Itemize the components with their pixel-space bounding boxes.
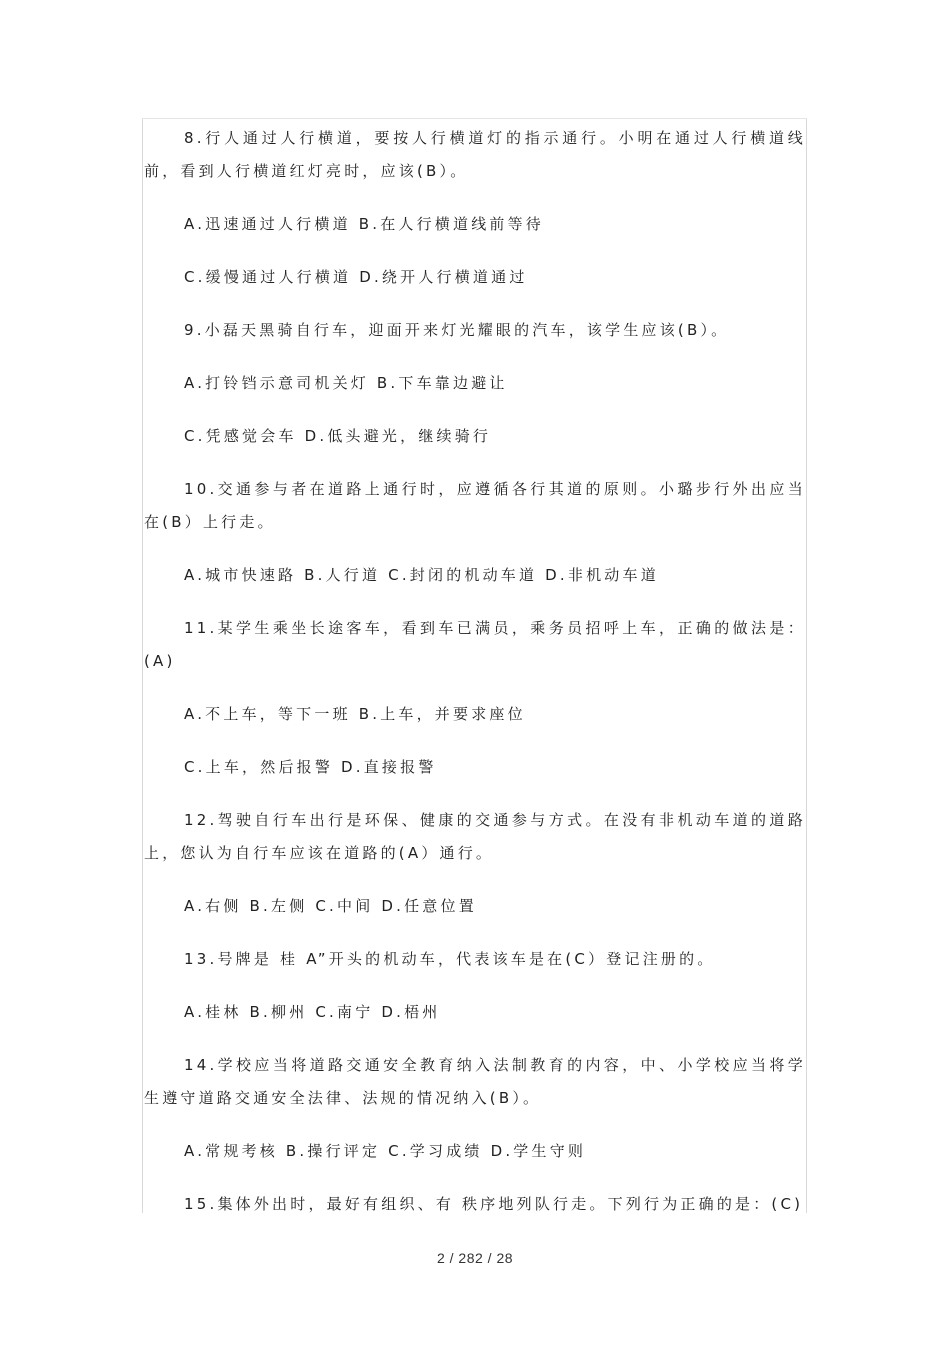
question-10-options: A.城市快速路 B.人行道 C.封闭的机动车道 D.非机动车道 (184, 566, 659, 584)
question-10: 10.交通参与者在道路上通行时，应遵循各行其道的原则。小璐步行外出应当在(B）上行走。 (144, 480, 806, 531)
question-8-options-ab: A.迅速通过人行横道 B.在人行横道线前等待 (184, 215, 544, 233)
question-9: 9.小磊天黑骑自行车，迎面开来灯光耀眼的汽车，该学生应该(B）。 (184, 321, 730, 339)
question-11: 11.某学生乘坐长途客车，看到车已满员，乘务员招呼上车，正确的做法是：(A) (144, 619, 806, 670)
question-9-options-ab: A.打铃铛示意司机关灯 B.下车靠边避让 (184, 374, 508, 392)
question-11-options-ab: A.不上车，等下一班 B.上车，并要求座位 (184, 705, 526, 723)
question-8: 8.行人通过人行横道，要按人行横道灯的指示通行。小明在通过人行横道线前，看到人行横道红灯亮时，应该(B）。 (144, 129, 806, 180)
page-number: 2 / 282 / 28 (436, 1250, 514, 1266)
document-body (144, 122, 806, 1241)
question-13-options: A.桂林 B.柳州 C.南宁 D.梧州 (184, 1003, 441, 1021)
question-15: 15.集体外出时，最好有组织、有 秩序地列队行走。下列行为正确的是：(C) (184, 1195, 804, 1213)
question-9-options-cd: C.凭感觉会车 D.低头避光，继续骑行 (184, 427, 492, 445)
question-14: 14.学校应当将道路交通安全教育纳入法制教育的内容，中、小学校应当将学生遵守道路交通安全法律、法规的情况纳入(B）。 (144, 1056, 806, 1107)
question-14-options: A.常规考核 B.操行评定 C.学习成绩 D.学生守则 (184, 1142, 587, 1160)
question-13: 13.号牌是 桂 A”开头的机动车，代表该车是在(C）登记注册的。 (184, 950, 716, 968)
question-11-options-cd: C.上车，然后报警 D.直接报警 (184, 758, 437, 776)
question-12: 12.驾驶自行车出行是环保、健康的交通参与方式。在没有非机动车道的道路上，您认为自行车应该在道路的(A）通行。 (144, 811, 806, 862)
question-12-options: A.右侧 B.左侧 C.中间 D.任意位置 (184, 897, 477, 915)
question-8-options-cd: C.缓慢通过人行横道 D.绕开人行横道通过 (184, 268, 528, 286)
